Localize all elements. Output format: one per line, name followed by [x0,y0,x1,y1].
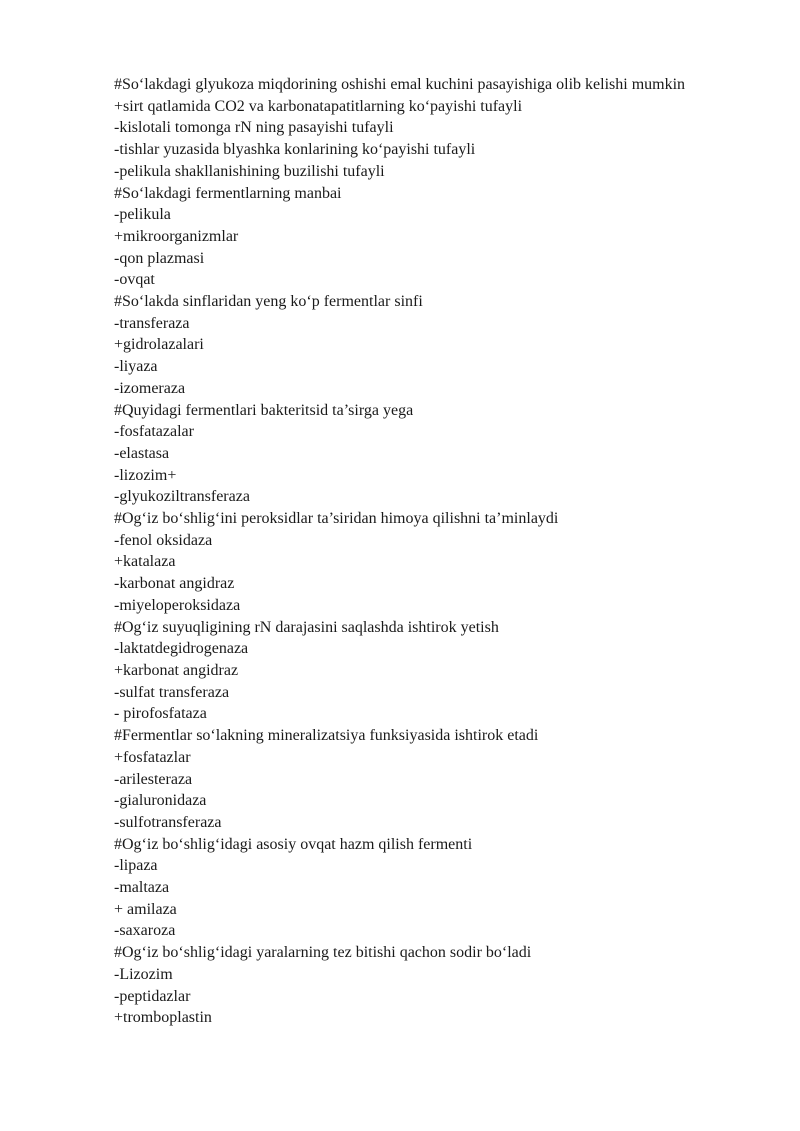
answer-line: -karbonat angidraz [114,575,235,593]
answer-line: -miyeloperoksidaza [114,596,241,614]
answer-line: -pelikula [114,206,171,224]
answer-line: -elastasa [114,444,170,462]
answer-line: -peptidazlar [114,987,191,1005]
answer-line: -liyaza [114,358,158,376]
answer-line: -lizozim+ [114,466,177,484]
answer-line: -arilesteraza [114,770,193,788]
question-line: #Og‘iz bo‘shlig‘idagi yaralarning tez bitishi qachon sodir bo‘ladi [114,944,532,962]
answer-line: +mikroorganizmlar [114,227,239,245]
document-body [114,74,734,1029]
answer-line: -tishlar yuzasida blyashka konlarining ko‘payishi tufayli [114,141,476,159]
answer-line: -saxaroza [114,922,176,940]
answer-line: -glyukoziltransferaza [114,488,250,506]
answer-line: -gialuronidaza [114,792,207,810]
answer-line: -pelikula shakllanishining buzilishi tufayli [114,162,385,180]
answer-line: - pirofosfataza [114,705,207,723]
answer-line: +katalaza [114,553,176,571]
question-line: #So‘lakda sinflaridan yeng ko‘p fermentlar sinfi [114,293,423,311]
answer-line: +gidrolazalari [114,336,204,354]
answer-line: -fenol oksidaza [114,531,213,549]
answer-line: -kislotali tomonga rN ning pasayishi tufayli [114,119,394,137]
answer-line: + amilaza [114,900,177,918]
question-line: #So‘lakdagi glyukoza miqdorining oshishi emal kuchini pasayishiga olib kelishi mumkin [114,76,686,93]
question-line: #Og‘iz bo‘shlig‘idagi asosiy ovqat hazm qilish fermenti [114,835,473,853]
answer-line: -maltaza [114,879,170,897]
answer-line: +karbonat angidraz [114,661,239,679]
question-line: #Quyidagi fermentlari bakteritsid ta’sirga yega [114,401,414,419]
answer-line: -lipaza [114,857,158,875]
answer-line: -transferaza [114,314,190,332]
answer-line: +sirt qatlamida CO2 va karbonatapatitlarning ko‘payishi tufayli [114,97,523,115]
answer-line: -izomeraza [114,379,186,397]
question-line: #Og‘iz bo‘shlig‘ini peroksidlar ta’siridan himoya qilishni ta’minlaydi [114,510,559,528]
answer-line: -fosfatazalar [114,423,194,441]
answer-line: +fosfatazlar [114,748,191,766]
question-line: #Og‘iz suyuqligining rN darajasini saqlashda ishtirok yetish [114,618,499,636]
question-line: #So‘lakdagi fermentlarning manbai [114,184,342,202]
answer-line: -ovqat [114,271,155,289]
answer-line: -laktatdegidrogenaza [114,640,249,658]
answer-line: -sulfat transferaza [114,683,230,701]
answer-line: -qon plazmasi [114,249,205,267]
answer-line: -sulfotransferaza [114,813,222,831]
answer-line: +tromboplastin [114,1009,212,1027]
answer-line: -Lizozim [114,965,173,983]
question-line: #Fermentlar so‘lakning mineralizatsiya funksiyasida ishtirok etadi [114,727,539,745]
